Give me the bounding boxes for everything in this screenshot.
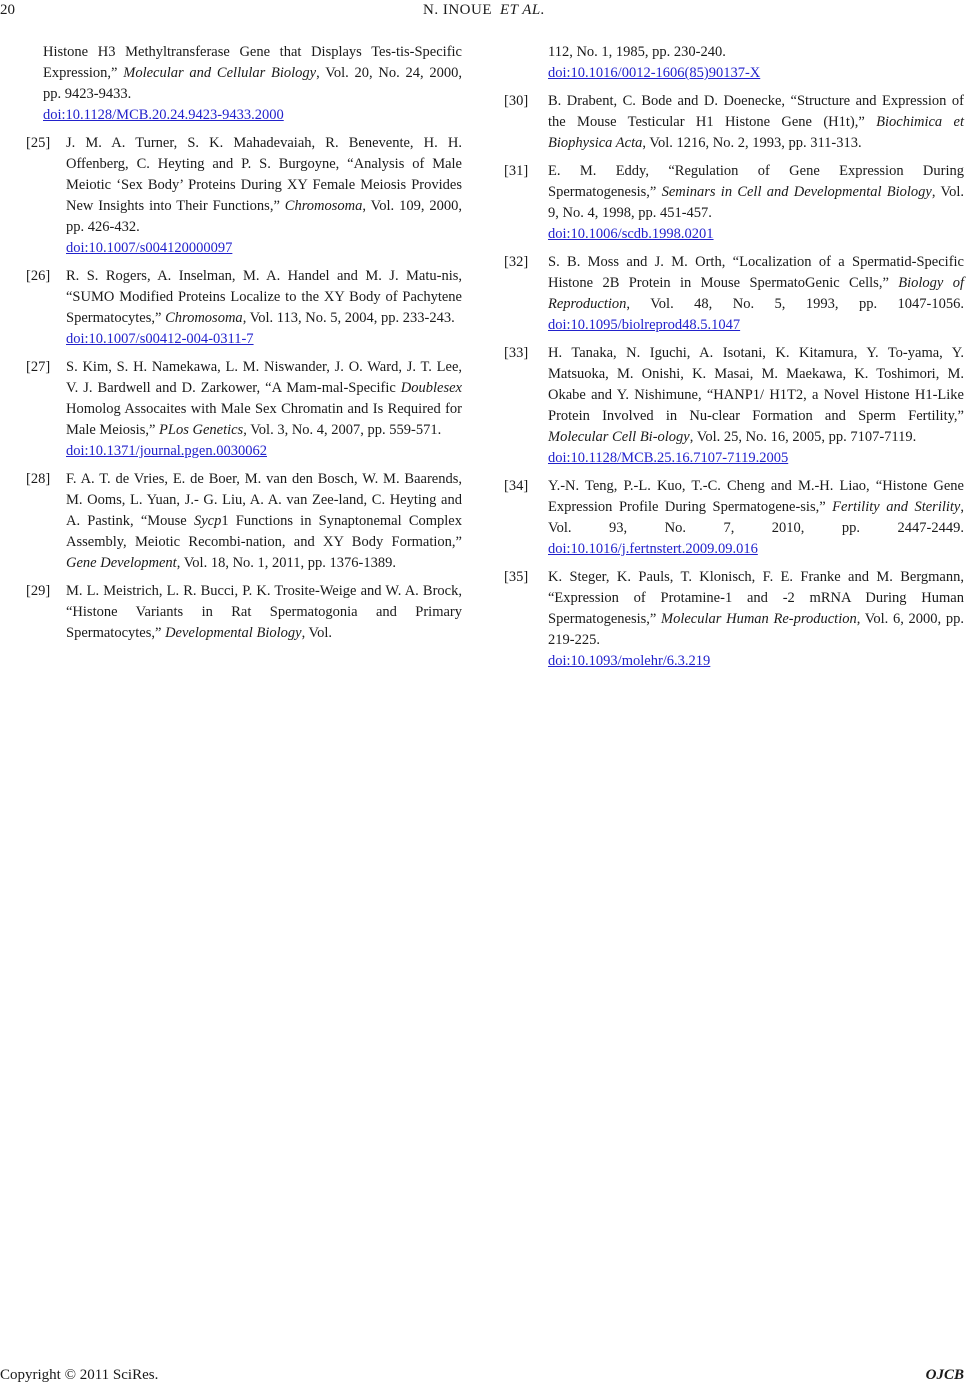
reference-journal-title: Doublesex [400, 380, 462, 396]
reference-text: , Vol. 3, No. 4, 2007, pp. 559-571. [243, 422, 442, 438]
running-head-author: N. INOUE [423, 2, 493, 18]
reference-number: [30] [504, 93, 529, 109]
reference-number: [35] [504, 569, 529, 585]
reference-journal-title: Seminars in Cell and Developmental Biology [661, 184, 932, 200]
reference-number: [25] [26, 135, 51, 151]
reference-number: [32] [504, 254, 529, 270]
reference-text: , Vol. [301, 625, 333, 641]
reference-text: , Vol. 20, No. 24, 2000, pp. 9423-9433. [43, 65, 463, 102]
reference-continuation [26, 42, 462, 126]
doi-link[interactable]: doi:10.1095/biolreprod48.5.1047 [548, 317, 741, 333]
reference-text: H. Tanaka, N. Iguchi, A. Isotani, K. Kitamura, Y. To-yama, Y. Matsuoka, M. Onishi, K. Masai, M. Maekawa, K. Toshimori, M. Okabe and Y. Nishimune, “HANP1/ H1T2, a Novel Histone H1-Like Protein Involved in Nu-clear Formation and Sperm Fertility,” [548, 345, 964, 424]
reference-entry [26, 266, 462, 350]
reference-text: M. L. Meistrich, L. R. Bucci, P. K. Trosite-Weige and W. A. Brock, “Histone Variants in Rat Spermatogonia and Primary Spermatocytes,” [66, 583, 462, 641]
right-reference-column [504, 42, 964, 679]
doi-link[interactable]: doi:10.1006/scdb.1998.0201 [548, 226, 714, 242]
reference-text: Histone H3 Methyltransferase Gene that Displays Tes-tis-Specific Expression,” [43, 44, 462, 81]
running-head-et-al: ET AL. [500, 2, 545, 18]
reference-text: , Vol. 6, 2000, pp. 219-225. [548, 611, 964, 648]
running-head [0, 0, 968, 21]
reference-text: , Vol. 18, No. 1, 2011, pp. 1376-1389. [176, 555, 396, 571]
reference-entry [504, 343, 964, 469]
reference-number: [26] [26, 268, 51, 284]
reference-journal-title: Molecular Human Re-production [661, 611, 857, 627]
reference-number: [27] [26, 359, 51, 375]
reference-text: E. M. Eddy, “Regulation of Gene Expression During Spermatogenesis,” [548, 163, 964, 200]
reference-text: 1 Functions in Synaptonemal Complex Assembly, Meiotic Recombi-nation, and XY Body Formation,” [66, 513, 462, 550]
reference-text: K. Steger, K. Pauls, T. Klonisch, F. E. Franke and M. Bergmann, “Expression of Protamine-1 and -2 mRNA During Human Spermatogenesis,” [548, 569, 964, 627]
reference-entry [504, 567, 964, 672]
reference-journal-title: Developmental Biology [165, 625, 302, 641]
footer-journal: OJCB [925, 1367, 964, 1383]
reference-entry [26, 469, 462, 574]
reference-journal-title: Molecular Cell Bi-ology [548, 429, 690, 445]
reference-number: [29] [26, 583, 51, 599]
reference-text: , Vol. 113, No. 5, 2004, pp. 233-243. [242, 310, 455, 326]
page-number: 20 [0, 2, 15, 18]
reference-text: R. S. Rogers, A. Inselman, M. A. Handel and M. J. Matu-nis, “SUMO Modified Proteins Localize to the XY Body of Pachytene Spermatocytes,” [66, 268, 462, 326]
reference-text: , Vol. 1216, No. 2, 1993, pp. 311-313. [642, 135, 862, 151]
doi-link[interactable]: doi:10.1128/MCB.20.24.9423-9433.2000 [43, 107, 284, 123]
reference-number: [34] [504, 478, 529, 494]
doi-link[interactable]: doi:10.1016/j.fertnstert.2009.09.016 [548, 541, 758, 557]
reference-number: [31] [504, 163, 529, 179]
reference-journal-title: PLos Genetics [159, 422, 244, 438]
reference-journal-title: Chromosoma [165, 310, 243, 326]
reference-text: S. B. Moss and J. M. Orth, “Localization of a Spermatid-Specific Histone 2B Protein in Mouse SpermatoGenic Cells,” [548, 254, 964, 291]
reference-entry [504, 91, 964, 154]
doi-link[interactable]: doi:10.1007/s004120000097 [66, 240, 233, 256]
reference-text: , Vol. 93, No. 7, 2010, pp. 2447-2449. [548, 499, 964, 536]
reference-text: Homolog Assocaites with Male Sex Chromatin and Is Required for Male Meiosis,” [66, 401, 462, 438]
reference-journal-title: Chromosoma [284, 198, 363, 214]
reference-entry [504, 161, 964, 245]
reference-entry [26, 357, 462, 462]
reference-text: , Vol. 109, 2000, pp. 426-432. [66, 198, 462, 235]
footer-copyright: Copyright © 2011 SciRes. [0, 1367, 159, 1383]
reference-journal-title: Sycp [193, 513, 222, 529]
reference-text: B. Drabent, C. Bode and D. Doenecke, “Structure and Expression of the Mouse Testicular H1 Histone Gene (H1t),” [548, 93, 964, 130]
reference-number: [28] [26, 471, 51, 487]
reference-number: [33] [504, 345, 529, 361]
reference-entry [26, 133, 462, 259]
reference-journal-title: Gene Development [66, 555, 177, 571]
reference-text: , Vol. 9, No. 4, 1998, pp. 451-457. [548, 184, 964, 221]
reference-journal-title: Molecular and Cellular Biology [123, 65, 317, 81]
reference-entry [504, 252, 964, 336]
reference-entry [504, 476, 964, 560]
reference-continuation [504, 42, 964, 84]
reference-journal-title: Fertility and Sterility [832, 499, 961, 515]
doi-link[interactable]: doi:10.1093/molehr/6.3.219 [548, 653, 711, 669]
doi-link[interactable]: doi:10.1016/0012-1606(85)90137-X [548, 65, 761, 81]
reference-text: S. Kim, S. H. Namekawa, L. M. Niswander, J. O. Ward, J. T. Lee, V. J. Bardwell and D. Zarkower, “A Mam-mal-Specific [66, 359, 462, 396]
reference-text: Y.-N. Teng, P.-L. Kuo, T.-C. Cheng and M.-H. Liao, “Histone Gene Expression Profile During Spermatogene-sis,” [548, 478, 964, 515]
left-reference-column [26, 42, 462, 651]
reference-text: F. A. T. de Vries, E. de Boer, M. van den Bosch, W. M. Baarends, M. Ooms, L. Yuan, J.- G. Liu, A. A. van Zee-land, C. Heyting and A. Pastink, “Mouse [66, 471, 462, 529]
reference-text: , Vol. 25, No. 16, 2005, pp. 7107-7119. [689, 429, 917, 445]
reference-journal-title: Biochimica et Biophysica Acta [548, 114, 964, 151]
doi-link[interactable]: doi:10.1371/journal.pgen.0030062 [66, 443, 267, 459]
reference-text: 112, No. 1, 1985, pp. 230-240. [548, 44, 726, 60]
reference-text: , Vol. 48, No. 5, 1993, pp. 1047-1056. [626, 296, 964, 312]
reference-journal-title: Biology of Reproduction [548, 275, 964, 312]
doi-link[interactable]: doi:10.1128/MCB.25.16.7107-7119.2005 [548, 450, 789, 466]
reference-entry [26, 581, 462, 644]
reference-text: J. M. A. Turner, S. K. Mahadevaiah, R. Benevente, H. H. Offenberg, C. Heyting and P. S. Burgoyne, “Analysis of Male Meiotic ‘Sex Body’ Proteins During XY Female Meiosis Provides New Insights into Their Functions,” [66, 135, 462, 214]
doi-link[interactable]: doi:10.1007/s00412-004-0311-7 [66, 331, 254, 347]
